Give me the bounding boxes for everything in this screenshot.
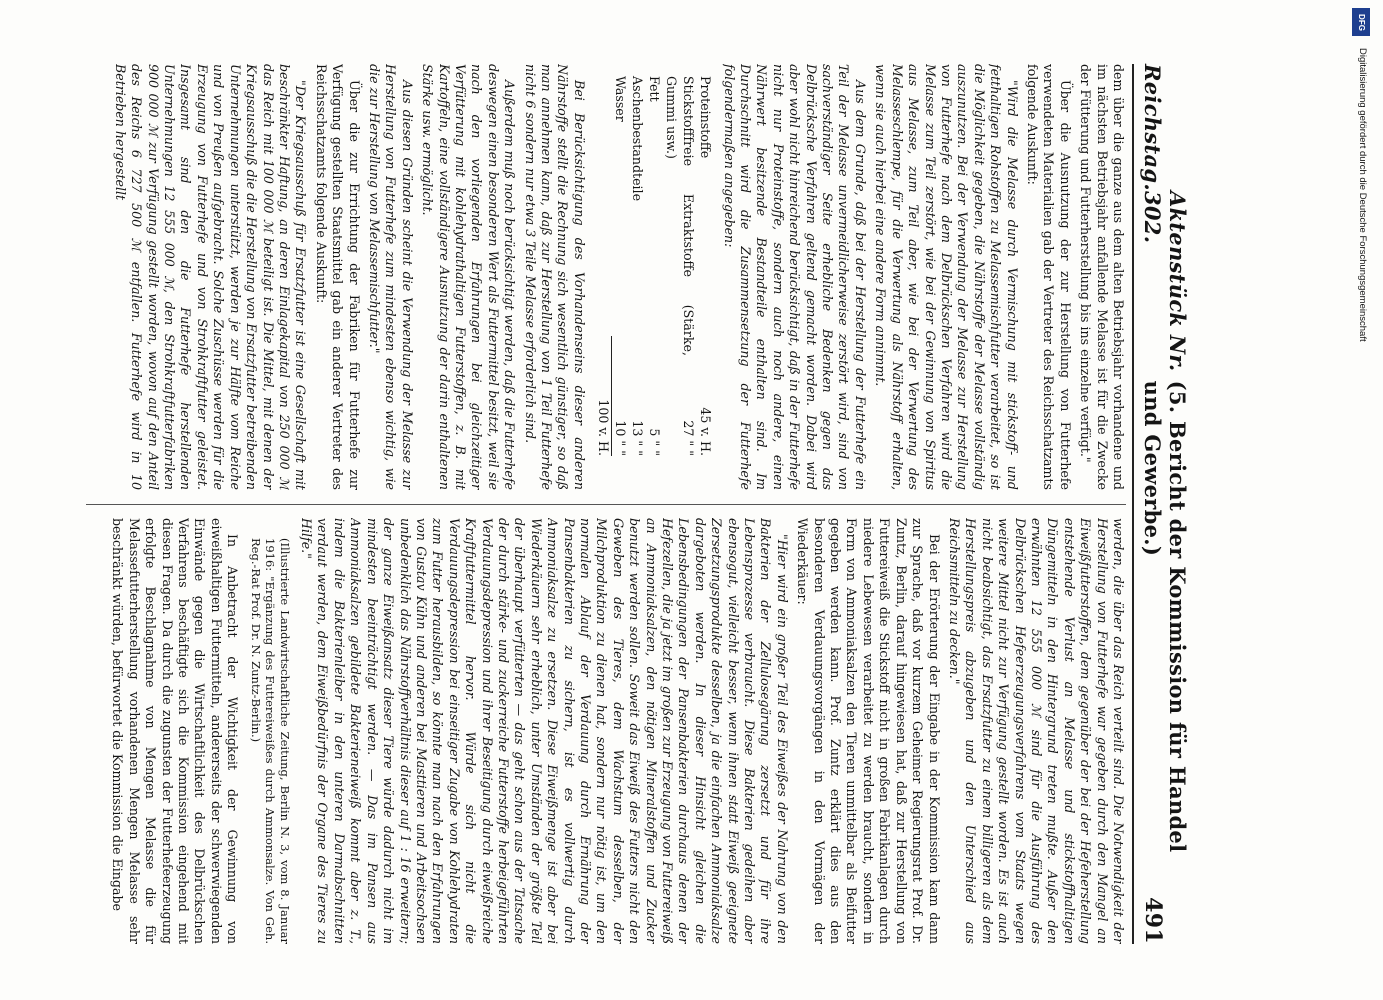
column-divider bbox=[86, 504, 1126, 505]
paragraph: Bei der Erörterung der Eingabe in der Kommission kam dann zur Sprache, daß vor kurzem Geheimer Regierungsrat Prof. Dr. Zuntz, Berlin, darauf hingewiesen hat, daß zur Herstellung von Futtereiweiß die Stickstoff nicht in großen Fabrikanlagen durch niedere Lebewesen verarbeitet zu werden braucht, sondern in Form von Ammoniaksalzen den Tieren unmittelbar als Beifutter gegeben werden kann. Prof. Zuntz erklärt dies aus den besonderen Verdauungsvorgängen in den Vormägen der Wiederkäuer: bbox=[795, 518, 942, 944]
table-value: 45 v. H. bbox=[698, 407, 714, 456]
quoted-paragraph: "Hier wird ein großer Teil des Eiweißes der Nahrung von den Bakterien der Zellulosegärung zersetzt und für ihre Lebensprozesse verbraucht. Diese Bakterien gedeihen aber ebensogut, vielleicht besser, wenn ihnen statt Eiweiß geeignete Zersetzungsprodukte desselben, ja die einfachen Ammoniaksalze dargeboten werden. In dieser Hinsicht gleichen die Lebensbedingungen der Pansenbakterien durchaus denen der Hefezellen, die ja jetzt im großen zur Erzeugung von Futtereiweiß an Ammoniaksalzen, den nötigen Mineralstoffen und Zucker benutzt werden sollen. Soweit das Eiweiß des Futters nicht den Geweben des Tieres, dem Wachstum desselben, der Milchproduktion zu dienen hat, sondern nur nötig ist, um den normalen Ablauf der Verdauung durch Ernährung der Pansenbakterien zu sichern, ist es vollwertig durch Ammoniaksalze zu ersetzen. Diese Eiweißmenge ist aber bei Wiederkäuern sehr erheblich, unter Umständen der größte Teil der überhaupt verfütterten — das geht schon aus der Tatsache der durch stärke- und zuckerreiche Futterstoffe herbeigeführten Verdauungsdepression und ihrer Beseitigung durch eiweißreiche Kraftfuttermittel hervor. Würde sich nicht die Verdauungsdepression bei einseitiger Zugabe von Kohlehydraten zum Futter herausbilden, so könnte man nach den Erfahrungen von Gustav Kühn und anderen bei Masttieren und Arbeitsochsen unbedenklich das Nährstoffverhältnis dieser auf 1 : 16 erweitern; der ganze Eiweißansatz dieser Tiere würde dadurch nicht im mindesten beeinträchtigt werden. — Das im Pansen aus Ammoniaksalzen gebildete Bakterieneiweiß kommt aber z. T., indem die Bakterienleiber in den unteren Darmabschnitten verdaut werden, dem Eiweißbedürfnis der Organe des Tieres zu Hilfe." bbox=[299, 518, 790, 944]
table-value: 13 " " bbox=[630, 420, 646, 456]
left-column bbox=[76, 64, 1126, 490]
quoted-paragraph: werden, die über das Reich verteilt sind. Die Notwendigkeit der Herstellung von Futterhefe war gegeben durch den Mangel an Eiweißfutterstoffen, dem gegenüber der bei der Hefeherstellung entstehende Verlust an Melasse und stickstoffhaltigen Düngemitteln in den Hintergrund treten mußte. Außer den erwähnten 12 555 000 ℳ sind für die Ausführung des Delbrückschen Hefeerzeugungsverfahrens vom Staats wegen weitere Mittel nicht zur Verfügung gestellt worden. Es ist auch nicht beabsichtigt, das Ersatzfutter zu einem billigeren als dem Herstellungspreis abzugeben und den Unterschied aus Reichsmitteln zu decken." bbox=[946, 518, 1126, 944]
rotated-document-sheet bbox=[70, 64, 1190, 944]
logo-text: DFG bbox=[1356, 13, 1366, 31]
table-label: Aschenbestandteile bbox=[630, 76, 646, 202]
paragraph: Über die zur Errichtung der Fabriken für Futterhefe zur Verfügung gestellten Staatsmittel gab ein anderer Vertreter des Reichsschatzamts folgende Auskunft: bbox=[313, 64, 362, 490]
citation: (Illustrierte Landwirtschaftliche Zeitung, Berlin N. 3, vom 8. Januar 1916: "Ergänzung des Futtereiweißes durch Ammonsalze. Von Geh. Reg.-Rat Prof. Dr. N. Zuntz-Berlin.) bbox=[248, 538, 292, 944]
digitization-credit-strip bbox=[1346, 8, 1376, 1000]
header-reichstag: Reichstag. bbox=[1140, 64, 1165, 191]
digitization-credit: Digitalisierung gefördert durch die Deutsche Forschungsgemeinschaft bbox=[1357, 48, 1368, 342]
page-number: 491 bbox=[1140, 897, 1166, 944]
quoted-paragraph: Außerdem muß noch berücksichtigt werden, daß die Futterhefe deswegen einen besonderen Wert als Futtermittel besitzt, weil sie nach den vorliegenden Erfahrungen bei gleichzeitiger Verfütterung mit kohlehydrathaltigen Futterstoffen, z. B. mit Kartoffeln, eine vollständigere Ausnutzung der darin enthaltenen Stärke usw. ermöglicht. bbox=[420, 64, 518, 490]
table-value: 27 " " bbox=[681, 420, 697, 456]
quoted-paragraph: Aus dem Grunde, daß bei der Herstellung der Futterhefe ein Teil der Melasse unvermeidlicherweise zerstört wird, sind von sachverständiger Seite erhebliche Bedenken gegen das Delbrücksche Verfahren geltend gemacht worden. Dabei wird aber wohl nicht hinreichend berücksichtigt, daß in der Futterhefe nicht nur Proteinstoffe, sondern auch noch andere, einen Nährwert besitzende Bestandteile enthalten sind. Im Durchschnitt wird die Zusammensetzung der Futterhefe folgendermaßen angegeben: bbox=[721, 64, 868, 490]
quoted-paragraph: Bei Berücksichtigung des Vorhandenseins dieser anderen Nährstoffe stellt die Rechnung sich wesentlich günstiger, so daß man annehmen kann, daß zur Herstellung von 1 Teil Futterhefe nicht 6 sondern nur etwa 3 Teile Melasse erforderlich sind. bbox=[522, 64, 587, 490]
table-row bbox=[646, 76, 663, 456]
table-row bbox=[697, 76, 714, 456]
quoted-paragraph: "Wird die Melasse durch Vermischung mit stickstoff- und fetthaltigen Rohstoffen zu Melassemischfutter verarbeitet, so ist die Möglichkeit gegeben, die Nährstoffe der Melasse vollständig auszunutzen. Bei der Verwendung der Melasse zur Herstellung von Futterhefe nach dem Delbrückschen Verfahren wird die Melasse zum Teil zerstört, wie bei der Gewinnung von Spiritus aus Melasse, zum Teil aber, wie bei der Verwertung des Melasseschlempe, für die Verwertung als Nährstoff erhalten, wenn sie auch hierbei eine andere Form annimmt. bbox=[873, 64, 1020, 490]
table-sum: 100 v. H. bbox=[595, 336, 612, 456]
table-label: Wasser bbox=[613, 76, 629, 122]
table-row bbox=[629, 76, 646, 456]
composition-table bbox=[595, 76, 714, 456]
table-row bbox=[612, 76, 629, 456]
header-rule bbox=[1132, 64, 1134, 944]
right-column bbox=[76, 518, 1126, 944]
table-value: 5 " " bbox=[647, 428, 663, 456]
quoted-paragraph: "Der Kriegsausschuß für Ersatzfutter ist eine Gesellschaft mit beschränkter Haftung, an deren Einlagekapital von 250 000 ℳ das Reich mit 100 000 ℳ beteiligt ist. Die Mittel, mit denen der Kriegsausschuß die die Herstellung von Ersatzfutter betreibenden Unternehmungen unterstützt, werden je zur Hälfte vom Reiche und von Preußen aufgebracht. Solche Zuschüsse werden für die Erzeugung von Futterhefe und von Strohkraftfutter geleistet. Insgesamt sind den die Futterhefe herstellenden Unternehmungen 12 555 000 ℳ, den Strohkraftfutterfabriken 900 000 ℳ zur Verfügung gestellt worden, wovon auf den Anteil des Reichs 6 727 500 ℳ entfallen. Futterhefe wird in 10 Betrieben hergestellt bbox=[112, 64, 309, 490]
table-label: Fett bbox=[647, 76, 663, 102]
table-label: Proteinstoffe bbox=[698, 76, 714, 159]
quoted-paragraph: Aus diesen Gründen scheint die Verwendung der Melasse zur Herstellung von Futterhefe zum mindesten ebenso wichtig, wie die zur Herstellung von Melassemischfutter." bbox=[366, 64, 415, 490]
paragraph: dem über die ganze aus dem alten Betriebsjahr vorhandene und im nächsten Betriebsjahr anfallende Melasse ist für die Zwecke der Fütterung und Futterherstellung bis ins einzelne verfügt." bbox=[1078, 64, 1126, 490]
paragraph: In Anbetracht der Wichtigkeit der Gewinnung von eiweißhaltigen Futtermitteln, andererseits der schwerwiegenden Einwände gegen die Wirtschaftlichkeit des Delbrückschen Verfahrens beschäftigte sich die Kommission eingehend mit diesen Fragen. Da durch die zugunsten der Futterhefeerzeugung erfolgte Beschlagnahme von Mengen Melasse die für Melassefutterherstellung vorhandenen Mengen Melasse sehr beschränkt würden, befürwortet die Kommission die Eingabe bbox=[110, 518, 241, 944]
table-label: Stickstofffreie Extraktstoffe (Stärke, Gummi usw.) bbox=[664, 76, 697, 356]
header-document-number: Aktenstück Nr. 302. bbox=[1140, 190, 1190, 372]
running-header bbox=[1140, 64, 1190, 944]
paragraph: Über die Ausnutzung der zur Herstellung von Futterhefe verwendeten Materialien gab der Vertreter des Reichsschatzamts folgende Auskunft: bbox=[1024, 64, 1073, 490]
header-report-title: (5. Bericht der Kommission für Handel und Gewerbe.) bbox=[1140, 380, 1190, 853]
table-row bbox=[663, 76, 697, 456]
table-value: 10 " " bbox=[613, 420, 629, 456]
